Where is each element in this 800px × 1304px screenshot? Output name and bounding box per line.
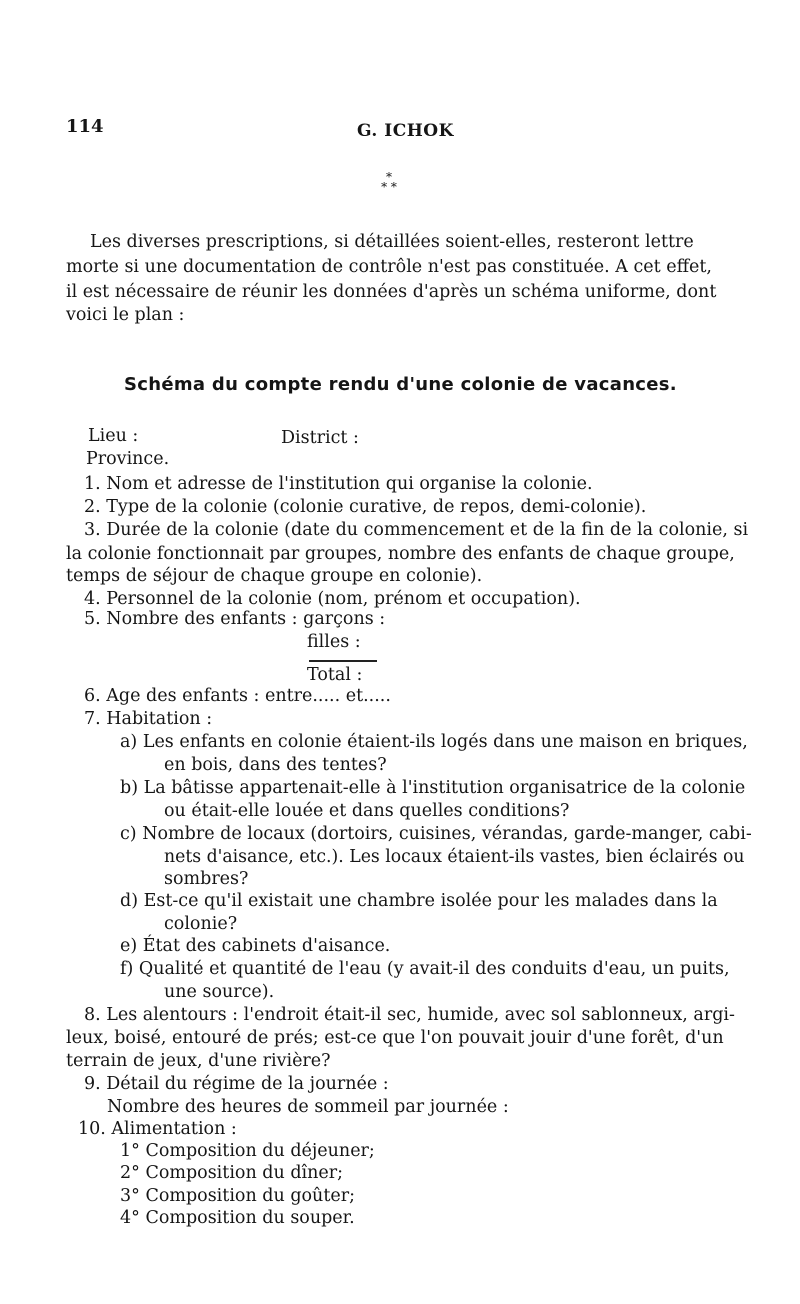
item-7d-line-1: d) Est-ce qu'il existait une chambre isolée pour les malades dans la bbox=[120, 891, 718, 911]
item-8-line-2: leux, boisé, entouré de prés; est-ce que l'on pouvait jouir d'une forêt, d'un bbox=[66, 1028, 724, 1048]
section-ornament bbox=[374, 172, 404, 192]
item-7c-line-2: nets d'aisance, etc.). Les locaux étaient-ils vastes, bien éclairés ou bbox=[164, 847, 745, 867]
item-7b-line-1: b) La bâtisse appartenait-elle à l'institution organisatrice de la colonie bbox=[120, 778, 746, 798]
item-4: 4. Personnel de la colonie (nom, prénom et occupation). bbox=[84, 589, 581, 609]
item-7a-line-2: en bois, dans des tentes? bbox=[164, 755, 387, 775]
item-7b-line-2: ou était-elle louée et dans quelles conditions? bbox=[164, 801, 570, 821]
item-7e: e) État des cabinets d'aisance. bbox=[120, 936, 391, 956]
item-2: 2. Type de la colonie (colonie curative, de repos, demi-colonie). bbox=[84, 497, 647, 517]
item-7c-line-1: c) Nombre de locaux (dortoirs, cuisines, vérandas, garde-manger, cabi- bbox=[120, 824, 752, 844]
item-10-2: 2° Composition du dîner; bbox=[120, 1163, 344, 1183]
running-head-author: G. ICHOK bbox=[357, 121, 454, 141]
intro-line-3: il est nécessaire de réunir les données d'après un schéma uniforme, dont bbox=[66, 282, 717, 302]
item-7c-line-3: sombres? bbox=[164, 869, 249, 889]
ornament-stars-bottom: * * bbox=[381, 180, 397, 194]
item-7d-line-2: colonie? bbox=[164, 914, 238, 934]
item-5-total: Total : bbox=[307, 665, 363, 685]
intro-line-1: Les diverses prescriptions, si détaillées soient-elles, resteront lettre bbox=[90, 232, 694, 252]
field-district: District : bbox=[281, 428, 359, 448]
item-7: 7. Habitation : bbox=[84, 709, 213, 729]
item-8-line-1: 8. Les alentours : l'endroit était-il sec, humide, avec sol sablonneux, argi- bbox=[84, 1005, 735, 1025]
item-10-4: 4° Composition du souper. bbox=[120, 1208, 355, 1228]
item-9: 9. Détail du régime de la journée : bbox=[84, 1074, 389, 1094]
item-10-1: 1° Composition du déjeuner; bbox=[120, 1141, 375, 1161]
item-7f-line-1: f) Qualité et quantité de l'eau (y avait-il des conduits d'eau, un puits, bbox=[120, 959, 730, 979]
item-3-line-3: temps de séjour de chaque groupe en colonie). bbox=[66, 566, 483, 586]
ornament-star-top: * bbox=[386, 170, 392, 184]
item-3-line-2: la colonie fonctionnait par groupes, nombre des enfants de chaque groupe, bbox=[66, 544, 735, 564]
item-10-3: 3° Composition du goûter; bbox=[120, 1186, 355, 1206]
item-7a-line-1: a) Les enfants en colonie étaient-ils logés dans une maison en briques, bbox=[120, 732, 748, 752]
item-10: 10. Alimentation : bbox=[78, 1119, 237, 1139]
field-province: Province. bbox=[86, 449, 170, 469]
item-8-line-3: terrain de jeux, d'une rivière? bbox=[66, 1051, 331, 1071]
schema-heading: Schéma du compte rendu d'une colonie de vacances. bbox=[124, 374, 677, 395]
total-rule bbox=[309, 660, 377, 662]
intro-line-2: morte si une documentation de contrôle n'est pas constituée. A cet effet, bbox=[66, 257, 712, 277]
intro-line-4: voici le plan : bbox=[66, 305, 185, 325]
item-9-sub: Nombre des heures de sommeil par journée : bbox=[107, 1097, 509, 1117]
field-lieu: Lieu : bbox=[88, 426, 139, 446]
page-number: 114 bbox=[66, 116, 104, 137]
item-5: 5. Nombre des enfants : garçons : bbox=[84, 609, 386, 629]
item-6: 6. Age des enfants : entre..... et..... bbox=[84, 686, 391, 706]
item-7f-line-2: une source). bbox=[164, 982, 275, 1002]
item-3-line-1: 3. Durée de la colonie (date du commencement et de la fin de la colonie, si bbox=[84, 520, 749, 540]
item-5-filles: filles : bbox=[307, 632, 361, 652]
item-1: 1. Nom et adresse de l'institution qui organise la colonie. bbox=[84, 474, 593, 494]
